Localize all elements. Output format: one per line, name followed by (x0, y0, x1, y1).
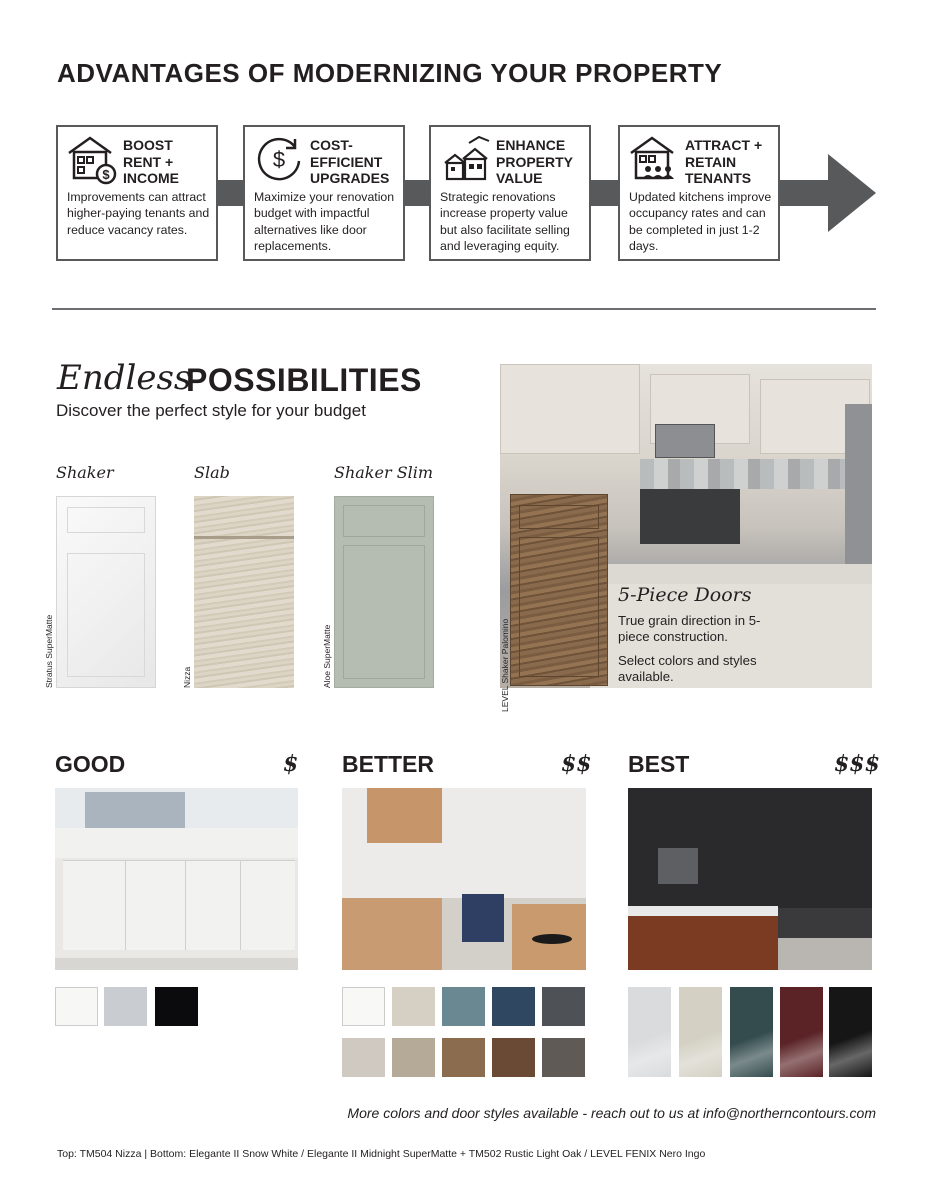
advantages-title: ADVANTAGES OF MODERNIZING YOUR PROPERTY (57, 58, 723, 88)
possibilities-subtitle: Discover the perfect style for your budget (56, 401, 366, 420)
tier-better-price: $$ (561, 751, 592, 777)
door-sample-shaker-slim (334, 496, 434, 688)
house-dollar-icon (66, 133, 118, 185)
swatch-better-6 (342, 1038, 385, 1077)
tier-good-photo (55, 788, 298, 970)
advantage-body: Updated kitchens improve occupancy rates and can be completed in just 1-2 days. (629, 190, 772, 253)
swatch-better-2 (392, 987, 435, 1026)
door-sample-shaker (56, 496, 156, 688)
swatch-best-1 (628, 987, 671, 1077)
finish-label-shaker: Stratus SuperMatte (44, 614, 54, 688)
advantage-card-boost-rent (56, 125, 218, 261)
tier-best-title: BEST (628, 751, 690, 777)
advantage-card-property-value (429, 125, 591, 261)
finish-label-slab: Nizza (182, 666, 192, 688)
advantage-body: Improvements can attract higher-paying tenants and reduce vacancy rates. (67, 190, 210, 237)
tier-best-price: $$$ (834, 751, 880, 777)
possibilities-script-title: Endless (57, 358, 192, 398)
footer-credits: Top: TM504 Nizza | Bottom: Elegante II Snow White / Elegante II Midnight SuperMatte + TM502 Rustic Light Oak / LEVEL FENIX Nero Ingo (57, 1148, 706, 1160)
door-sample-five-piece (510, 494, 608, 686)
door-sample-slab (194, 496, 294, 688)
tier-good-price: $ (283, 751, 299, 777)
five-piece-heading: 5-Piece Doors (618, 584, 752, 606)
style-label-shaker: Shaker (56, 463, 114, 482)
possibilities-title: POSSIBILITIES (186, 362, 422, 398)
tier-better-photo (342, 788, 586, 970)
advantage-card-cost-efficient (243, 125, 405, 261)
swatch-best-3 (730, 987, 773, 1077)
svg-text:$: $ (102, 167, 110, 182)
advantage-body: Maximize your renovation budget with impactful alternatives like door replacements. (254, 190, 395, 253)
advantage-card-attract-tenants (618, 125, 780, 261)
swatch-better-8 (442, 1038, 485, 1077)
svg-text:$: $ (272, 147, 286, 172)
advantage-title: ENHANCE PROPERTY VALUE (496, 137, 573, 186)
style-label-slab: Slab (194, 463, 230, 482)
houses-growth-icon (439, 133, 491, 185)
five-piece-line1: True grain direction in 5-piece construction. (618, 613, 761, 644)
section-divider (52, 308, 876, 310)
swatch-good-3 (155, 987, 198, 1026)
swatch-better-10 (542, 1038, 585, 1077)
tier-good-title: GOOD (55, 751, 126, 777)
swatch-better-1 (342, 987, 385, 1026)
swatch-better-3 (442, 987, 485, 1026)
house-people-icon (628, 133, 680, 185)
swatch-good-2 (104, 987, 147, 1026)
tier-better-title: BETTER (342, 751, 434, 777)
style-label-shaker-slim: Shaker Slim (334, 463, 434, 482)
swatch-good-1 (55, 987, 98, 1026)
swatch-better-9 (492, 1038, 535, 1077)
advantage-title: ATTRACT + RETAIN TENANTS (685, 137, 763, 186)
swatch-better-5 (542, 987, 585, 1026)
swatch-better-4 (492, 987, 535, 1026)
swatch-best-2 (679, 987, 722, 1077)
swatch-best-5 (829, 987, 872, 1077)
more-colors-note: More colors and door styles available - reach out to us at info@northerncontours.com (347, 1105, 876, 1121)
dollar-cycle-icon (253, 133, 305, 185)
finish-label-five-piece: LEVEL Shaker Palomino (500, 618, 510, 712)
arrow-right-icon (828, 154, 876, 232)
swatch-best-4 (780, 987, 823, 1077)
advantage-body: Strategic renovations increase property value but also facilitate selling and leveraging equity. (440, 190, 570, 253)
swatch-better-7 (392, 1038, 435, 1077)
tier-best-photo (628, 788, 872, 970)
advantage-title: COST-EFFICIENT UPGRADES (310, 137, 390, 186)
advantage-title: BOOST RENT + INCOME (123, 137, 179, 186)
finish-label-shaker-slim: Aloe SuperMatte (322, 624, 332, 688)
five-piece-line2: Select colors and styles available. (618, 653, 757, 684)
